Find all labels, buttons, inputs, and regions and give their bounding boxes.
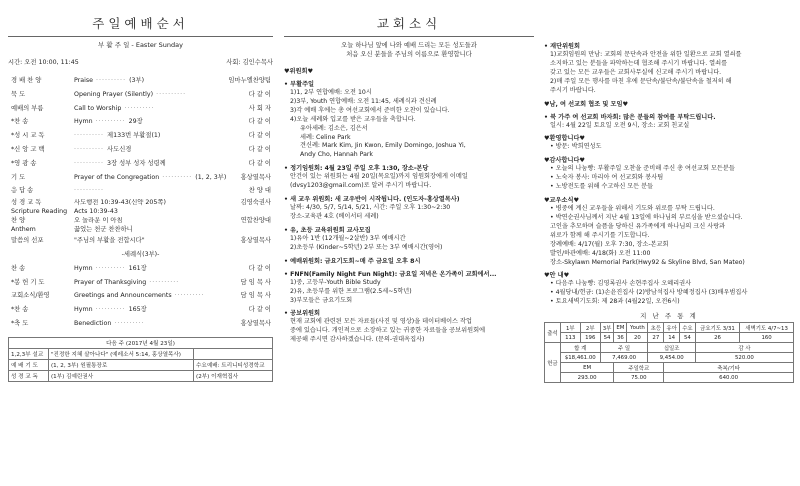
order-item-name: 기 도: [11, 173, 26, 181]
news-line: 주시기 바랍니다.: [550, 86, 596, 94]
money-val: 75.00: [614, 373, 664, 383]
order-item-en: Benediction: [74, 319, 112, 327]
officiant: 사회: 김인수목사: [226, 59, 273, 66]
news-line: 일시: 4월 22일 토요일 오전 9시, 장소: 교회 친교실: [550, 121, 690, 129]
att-count-row: [545, 333, 794, 343]
news-line: • 예배위원회: 금요기도회~매 주 금요일 오후 8시: [284, 257, 421, 265]
money-head: EM: [560, 363, 614, 373]
order-item-leader: 다 같 이: [248, 145, 271, 153]
news-line: • 재단위원회: [544, 43, 580, 50]
news-line: 2)매 주일 모든 행사를 마친 후에 문단속/불단속/불단속을 철저히 해: [550, 77, 732, 85]
order-item-name: 경 배 찬 양: [11, 77, 42, 84]
news-line: 3)부모들은 금요기도회: [290, 296, 353, 304]
news-line: 고인을 추모하며 슬픔을 당하신 유가족에게 하나님의 크신 사랑과: [550, 222, 726, 230]
news-line: 중에 있습니다. 개인적으로 소장하고 있는 귀중한 자료들을 공보위원회에: [290, 327, 486, 335]
order-row: [8, 88, 273, 102]
order-row: [8, 262, 273, 276]
order-item-leader: 담 임 목 사: [240, 292, 271, 300]
worship-time: 시간: 오전 10:00, 11:45: [8, 59, 79, 66]
money-head: 감 사: [695, 343, 793, 353]
order-item-detail: [74, 317, 226, 331]
order-item-detail: [74, 115, 226, 129]
news-line: 1)교회임원의 만남: 교회의 문단속과 안전을 위한 일환으로 교회 열쇠를: [550, 51, 742, 58]
sermon-row: 말씀의 선포 "주님의 부활을 전합시다" 홍상열목사: [11, 237, 271, 245]
news-line: • 박연순권사님께서 지난 4월 13일에 하나님의 부르심을 받으셨습니다.: [550, 213, 743, 221]
order-item-name: 찬 송: [11, 264, 26, 272]
next-cell: 1,2,3부 설교: [9, 348, 49, 359]
leader-dots: ··········: [92, 264, 129, 272]
news-line: • 오늘의 나눔빵: 부활주일 오찬을 준비해 주신 총 여선교회 모든분들: [550, 165, 735, 173]
order-item-leader: 홍상열목사: [240, 173, 271, 181]
news-line: ♥안 내♥: [544, 272, 570, 280]
news-line: ♥교우소식♥: [544, 197, 580, 205]
att-count: 113: [560, 333, 580, 343]
worship-order-title: 주일예배순서: [92, 16, 189, 31]
news-column: [284, 0, 534, 345]
news-line: 1)중, 고등부-Youth Bible Study: [290, 278, 381, 286]
money-head: 합 계: [560, 343, 600, 353]
money-head: 십일조: [648, 343, 695, 353]
att-count: 160: [740, 333, 794, 343]
order-item-name: *신 앙 고 백: [11, 145, 45, 153]
att-head: 수요: [680, 323, 696, 333]
order-item-detail: [74, 171, 226, 185]
att-head: EM: [614, 323, 627, 333]
order-item-name: *성 시 교 독: [11, 132, 45, 140]
att-head-row: [545, 323, 794, 333]
money-head: 주일학교: [614, 363, 664, 373]
next-cell: (2부) 이재혁집사: [194, 370, 273, 381]
money-head: 축복/기타: [664, 363, 794, 373]
news-line: 장소-교육관 4호 (베이서터 세례): [290, 212, 379, 220]
att-count: 196: [580, 333, 600, 343]
news-line: • 북 가주 여 선교회 바자회: 많은 분들의 참여를 부탁드립니다.: [544, 113, 716, 121]
news-line: 소지하고 있는 분들을 파악하는데 협조해 주시기 바랍니다. 열쇠를: [550, 59, 728, 67]
news-line: 위로가 함께 해 주시기를 기도합니다.: [550, 231, 650, 239]
order-list: [8, 74, 273, 198]
news-line: 견신례: Mark Kim, Jin Kwon, Emily Domingo, Joshua Yi,: [300, 142, 466, 150]
money-val: 293.00: [560, 373, 614, 383]
news-line: • 토요새벽기도회: 제 28과 (4월22일, 오전6시): [550, 298, 680, 306]
money-head-row: [545, 343, 794, 353]
money-label: 헌금: [545, 343, 561, 383]
att-head: 금요기도 3/31: [695, 323, 739, 333]
news-line: 갖고 있는 모든 교우들은 교회사무실에 신고해 주시기 바랍니다.: [550, 68, 722, 76]
next-cell: (1부) 김예린권사: [48, 370, 193, 381]
leader-dots: ··········: [74, 187, 105, 195]
order-item-en: Call to Worship: [74, 104, 122, 112]
leader-dots: ··········: [153, 90, 187, 98]
order-row: [8, 303, 273, 317]
order-item-detail: [74, 143, 226, 157]
news-line: ♥감사합니다♥: [544, 157, 585, 165]
news-line: ♥위원회♥: [284, 68, 314, 75]
order-item-detail: [74, 303, 226, 317]
order-item-en: Hymn: [74, 264, 93, 272]
order-item-name: *영 광 송: [11, 159, 37, 167]
news-line: 유아세례: 김소은, 김은서: [300, 124, 368, 132]
money-val-row-2: [545, 373, 794, 383]
news-line: 3)각 예배 후에는 총 여선교회에서 준비한 오찬이 있습니다.: [290, 106, 450, 114]
news-list: [284, 67, 534, 345]
order-item-mid: 165장: [128, 306, 147, 314]
news-line: 2)3부, Youth 연합예배: 오전 11:45, 세례식과 견신례: [290, 97, 437, 105]
att-count: 14: [664, 333, 680, 343]
news-line: • 병중에 계신 교우들을 위해서 기도와 위로를 부탁 드립니다.: [550, 205, 715, 213]
order-row: [8, 317, 273, 331]
news-line: 2)유, 초등부를 위한 프로그램(2.5세~5학년): [290, 287, 412, 295]
money-val-row: [545, 353, 794, 363]
order-item-leader: 담 임 목 사: [240, 278, 271, 286]
order-item-mid: (1, 2, 3부): [195, 173, 226, 181]
order-item-en: Hymn: [74, 118, 93, 126]
next-row: [9, 337, 273, 348]
att-head: 2부: [580, 323, 600, 333]
order-item-detail: [74, 129, 226, 143]
order-row: [8, 129, 273, 143]
order-row: [8, 289, 273, 303]
news-line: • 4월당내/헌금: (1)손윤진집사 (2)방남석집사 방혜정집사 (3)배우범집사: [550, 289, 748, 297]
news-column-2: [544, 0, 794, 383]
order-item-en: Opening Prayer (Silently): [74, 90, 154, 98]
news-line: 2)초등부 (Kinder~5학년) 2부 또는 3부 예배시간(영어): [290, 243, 443, 251]
order-item-name: *봉 헌 기 도: [11, 278, 45, 286]
next-header: 다음 주 (2017년 4월 23일): [9, 337, 273, 348]
next-week-table: [8, 337, 273, 382]
leader-dots: ··········: [111, 319, 145, 327]
order-item-en: Prayer of Thanksgiving: [74, 278, 147, 286]
order-item-name: *축 도: [11, 319, 29, 327]
news-line: • 부활주일: [284, 81, 315, 88]
att-count: 54: [680, 333, 696, 343]
leader-dots: ··········: [121, 104, 155, 112]
news-line: • 공보위원회: [284, 310, 320, 318]
leader-dots: ··········: [74, 145, 108, 153]
attendance-title: 지 난 주 통 계: [640, 312, 698, 321]
leader-dots: ··········: [92, 118, 129, 126]
att-count: 54: [600, 333, 614, 343]
att-head: 초등: [648, 323, 664, 333]
news-line: • 방문: 박희연성도: [550, 143, 602, 151]
money-head: 주 일: [600, 343, 648, 353]
order-item-mid: 사도신경: [107, 145, 132, 153]
news-line: • 유, 초등 교육위원회 교사모집: [284, 226, 371, 234]
news-line: 현재 교회에 관련된 모든 자료들(사진 및 영상)을 데이터베이스 작업: [290, 318, 472, 326]
order-item-detail: [74, 184, 226, 198]
att-head: 유아: [664, 323, 680, 333]
divider: [284, 36, 534, 37]
order-item-name: 응 답 송: [11, 187, 34, 195]
news-line: • 새 교우 위원회: 새 교우반이 시작됩니다. (인도자-홍상열목사): [284, 196, 460, 204]
order-item-mid: 3장 성부 성자 성령께: [107, 159, 166, 167]
order-item-leader: 다 같 이: [248, 132, 271, 140]
money-val: 9,454.00: [648, 353, 695, 363]
news-title: 교회소식: [376, 16, 442, 31]
news-line: 장소-Skylawn Memorial Park(Hwy92 & Skyline Blvd, San Mateo): [550, 258, 745, 266]
order-item-en: Hymn: [74, 306, 93, 314]
order-item-name: *찬 송: [11, 118, 29, 126]
news-line: • 다음주 나눔빵: 김영록권사 손현주집사 오혜리권사: [550, 280, 692, 288]
order-item-name: 교회소식/환영: [11, 292, 50, 300]
order-list-2: [8, 262, 273, 331]
worship-order-column: [8, 0, 273, 382]
att-count: 36: [614, 333, 627, 343]
att-head: 1부: [560, 323, 580, 333]
next-cell: [194, 348, 273, 359]
news-line: ♥환영합니다♥: [544, 135, 585, 143]
anthem-row: 찬 양 Anthem 오 놀라운 이 아침 꿇었는 천군 찬찬하니 연합찬양대: [11, 217, 271, 233]
news-line: • 정기임원회: 4월 23일 주일 오후 1:30, 장소-본당: [284, 165, 429, 173]
att-head: 3부: [600, 323, 614, 333]
news-line: Andy Cho, Hannah Park: [300, 151, 374, 159]
news-line: 1)1, 2부 연합예배: 오전 10시: [290, 89, 372, 96]
order-item-mid: 29장: [128, 118, 143, 126]
news-line: 발인/하관예배: 4/18(화) 오전 11:00: [550, 249, 651, 257]
next-cell: 수요예배: 트리니티성경학교: [194, 359, 273, 370]
next-row: [9, 370, 273, 381]
scripture-row: 성 경 교 독 Scripture Reading 사도행전 10:39-43(신약 205쪽) Acts 10:39-43 김영숙권사: [11, 199, 271, 215]
order-item-name: *찬 송: [11, 306, 29, 314]
divider: [8, 36, 273, 37]
order-item-en: Greetings and Announcements: [74, 292, 172, 300]
order-row: [8, 143, 273, 157]
order-row: [8, 115, 273, 129]
order-item-leader: 다 같 이: [248, 159, 271, 167]
order-item-leader: 다 같 이: [248, 306, 271, 314]
worship-meta: [8, 57, 273, 66]
leader-dots: ··········: [159, 173, 196, 181]
order-item-detail: [74, 74, 226, 88]
attendance-table: [544, 322, 794, 383]
order-item-leader: 홍상열목사: [240, 319, 271, 327]
order-item-detail: [74, 157, 226, 171]
news-line: ♥남, 여 선교회 협조 및 모임♥: [544, 100, 628, 108]
news-line: • 노숙자 봉사: 마리아 여 선교회와 봉사팀: [550, 174, 664, 182]
sermon-sub: -세례식(3부)-: [121, 250, 160, 258]
order-item-name: 예배의 부름: [11, 104, 44, 112]
leader-dots: ··········: [74, 159, 108, 167]
news-line: 세례: Celine Park: [300, 133, 351, 141]
news-line: 안건이 있는 위원회는 4월 20일(목요일)까지 임원회장에게 이메일: [290, 173, 468, 181]
order-row: [8, 276, 273, 290]
order-item-mid: 161장: [128, 264, 147, 272]
next-row: [9, 348, 273, 359]
order-item-name: 묵 도: [11, 90, 26, 98]
news-line: 제공해 주시면 감사하겠습니다. (문의-권대옥집사): [290, 336, 425, 344]
order-item-en: Prayer of the Congregation: [74, 173, 160, 181]
leader-dots: ··········: [171, 292, 205, 300]
order-item-detail: [74, 276, 226, 290]
att-label: 출석: [545, 323, 561, 343]
money-val: 640.00: [664, 373, 794, 383]
order-row: [8, 74, 273, 88]
order-item-leader: 임마누엘찬양팀: [228, 77, 271, 84]
order-row: [8, 102, 273, 116]
next-cell: 성 경 교 독: [9, 370, 49, 381]
next-cell: 예 배 기 도: [9, 359, 49, 370]
news-line: (dvsy1203@gmail.com)로 알려 주시기 바랍니다.: [290, 182, 432, 190]
att-count: 26: [695, 333, 739, 343]
order-row: [8, 157, 273, 171]
order-item-leader: 다 같 이: [248, 90, 271, 98]
order-item-detail: [74, 289, 226, 303]
order-item-leader: 사 회 자: [248, 104, 271, 112]
order-item-detail: [74, 262, 226, 276]
news-line: 장례예배: 4/17(월) 오후 7:30, 장소-본교회: [550, 240, 669, 248]
money-val: 520.00: [695, 353, 793, 363]
news-list-2: [544, 42, 794, 307]
worship-subtitle: 부 활 주 일 - Easter Sunday: [98, 41, 183, 49]
order-item-mid: 제133번 부활절(1): [107, 132, 161, 140]
leader-dots: ··········: [146, 278, 180, 286]
order-item-detail: [74, 88, 226, 102]
order-item-leader: 다 같 이: [248, 264, 271, 272]
order-row: [8, 171, 273, 185]
att-head: Youth: [627, 323, 648, 333]
next-row: [9, 359, 273, 370]
att-head: 새벽기도 4/7~13: [740, 323, 794, 333]
order-item-mid: (3부): [129, 77, 145, 84]
att-count: 20: [627, 333, 648, 343]
next-cell: (1, 2, 3부) 원필통장로: [48, 359, 193, 370]
news-line: • 노방전도를 위해 수고하신 모든 분들: [550, 183, 654, 191]
order-item-en: Praise: [74, 77, 94, 84]
order-item-leader: 찬 양 대: [248, 187, 271, 195]
news-line: 1)유아 1반 (12개월~2살반) 3부 예배시간: [290, 234, 406, 242]
order-row: [8, 184, 273, 198]
money-val: $18,461.00: [560, 353, 600, 363]
next-cell: "진정한 지혜 살아나다" (예레소서 5:14, 홍상열목사): [48, 348, 193, 359]
att-count: 27: [648, 333, 664, 343]
leader-dots: ··········: [92, 306, 129, 314]
news-line: 4)오늘 세례와 입교를 받은 교우들을 축합니다.: [290, 115, 416, 123]
leader-dots: ··········: [93, 77, 130, 84]
news-line: 날짜: 4/30, 5/7, 5/14, 5/21, 시간: 주일 오후 1:30~2:30: [290, 204, 451, 212]
order-item-leader: 다 같 이: [248, 118, 271, 126]
money-val: 7,469.00: [600, 353, 648, 363]
leader-dots: ··········: [74, 132, 108, 140]
order-item-detail: [74, 102, 226, 116]
news-line: • FNFN(Family Night Fun Night): 금요일 저녁은 온가족이 교회에서...: [284, 270, 497, 278]
money-head-row-2: [545, 363, 794, 373]
news-intro: 오늘 하나님 앞에 나와 예배 드리는 모든 성도들과 처음 오신 분들을 주님의 이름으로 환영합니다: [341, 42, 477, 58]
